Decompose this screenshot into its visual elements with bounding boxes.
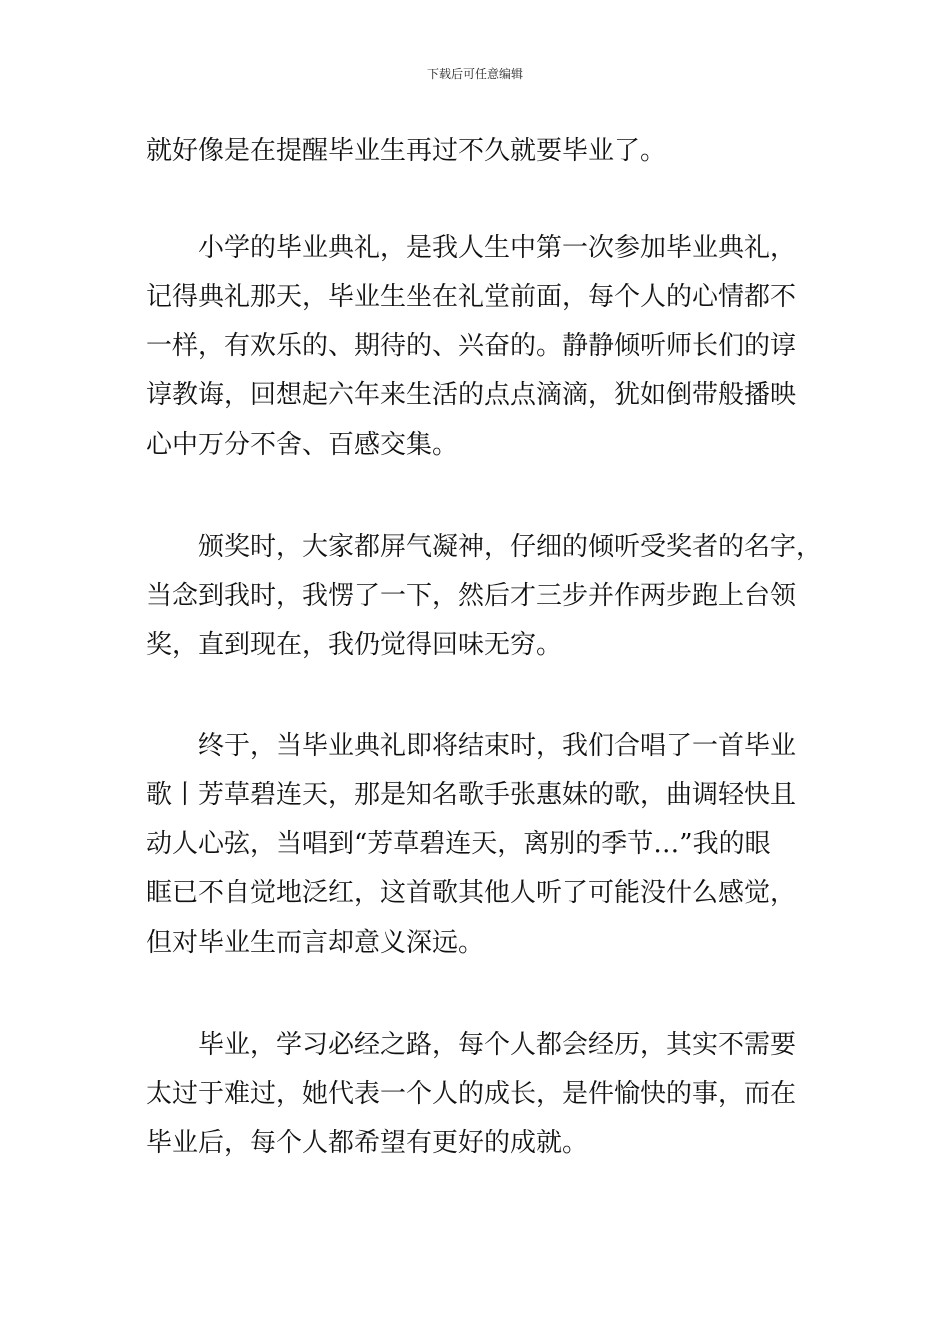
text-line: 但对毕业生而言却意义深远。 bbox=[146, 928, 485, 958]
text-line: 记得典礼那天，毕业生坐在礼堂前面，每个人的心情都不 bbox=[146, 282, 797, 312]
text-line: 谆教诲，回想起六年来生活的点点滴滴，犹如倒带般播映 bbox=[146, 380, 797, 410]
paragraph-first-line: 终于，当毕业典礼即将结束时，我们合唱了一首毕业 bbox=[198, 731, 797, 761]
text-line: 就好像是在提醒毕业生再过不久就要毕业了。 bbox=[146, 136, 667, 166]
text-line: 心中万分不舍、百感交集。 bbox=[146, 430, 459, 460]
text-line: 动人心弦，当唱到“芳草碧连天，离别的季节…”我的眼 bbox=[146, 829, 771, 859]
text-line: 毕业后，每个人都希望有更好的成就。 bbox=[146, 1128, 589, 1158]
text-line: 一样，有欢乐的、期待的、兴奋的。静静倾听师长们的谆 bbox=[146, 331, 797, 361]
text-line: 奖，直到现在，我仍觉得回味无穷。 bbox=[146, 630, 563, 660]
text-line: 当念到我时，我愣了一下，然后才三步并作两步跑上台领 bbox=[146, 581, 797, 611]
paragraph-first-line: 颁奖时，大家都屏气凝神，仔细的倾听受奖者的名字， bbox=[198, 532, 823, 562]
header-note: 下载后可任意编辑 bbox=[426, 67, 523, 81]
paragraph-first-line: 毕业，学习必经之路，每个人都会经历，其实不需要 bbox=[198, 1030, 797, 1060]
text-line: 眶已不自觉地泛红，这首歌其他人听了可能没什么感觉， bbox=[146, 878, 797, 908]
text-line: 歌丨芳草碧连天，那是知名歌手张惠妹的歌，曲调轻快且 bbox=[146, 780, 797, 810]
paragraph-first-line: 小学的毕业典礼，是我人生中第一次参加毕业典礼， bbox=[198, 233, 797, 263]
text-line: 太过于难过，她代表一个人的成长，是件愉快的事，而在 bbox=[146, 1079, 797, 1109]
